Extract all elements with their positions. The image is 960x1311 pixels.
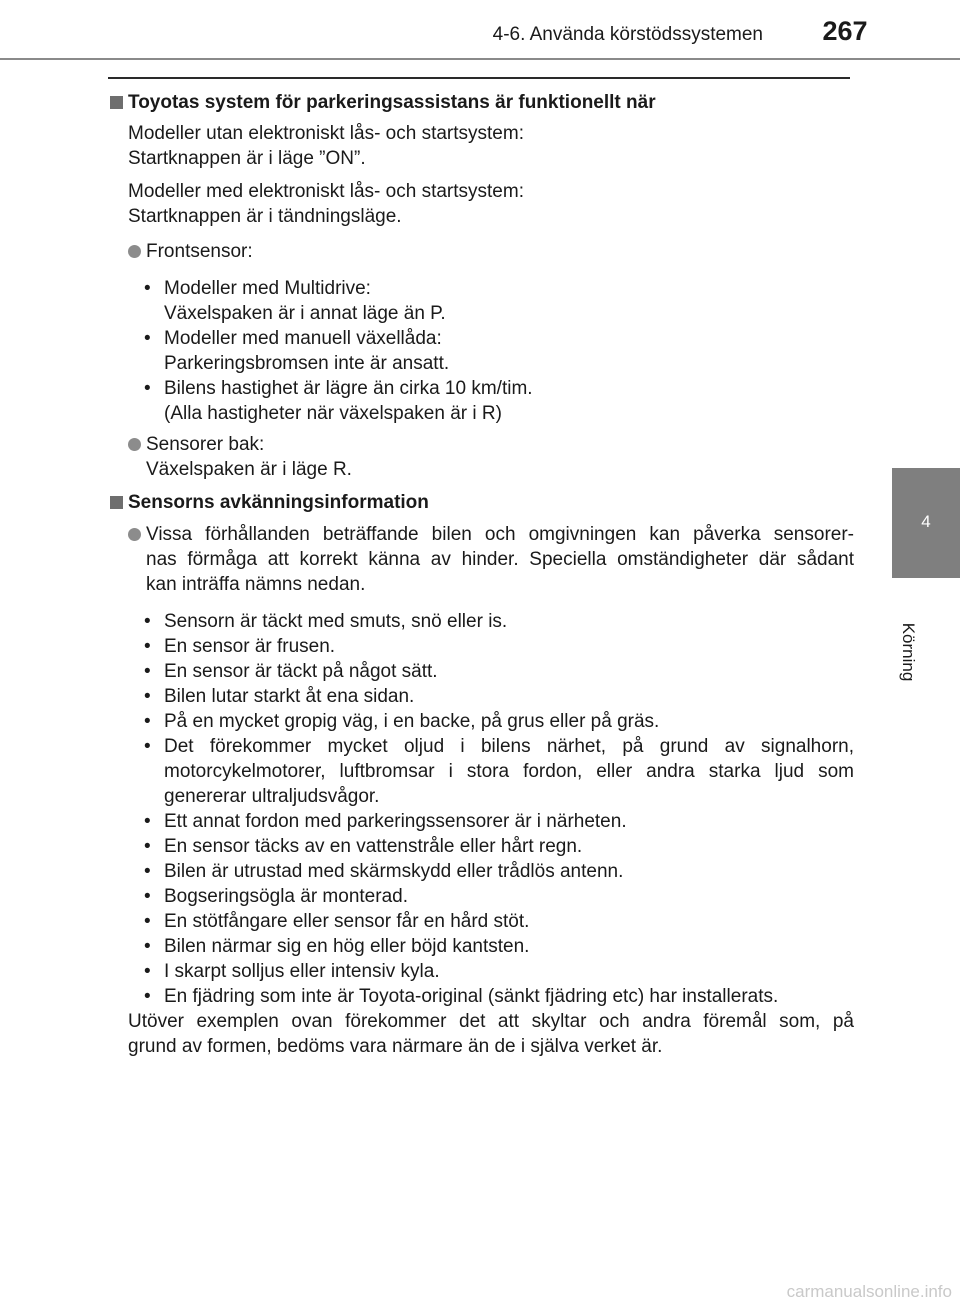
rear-sensor-item bbox=[110, 432, 854, 482]
list-item-line: (Alla hastigheter när växelspaken är i R) bbox=[164, 403, 502, 424]
bullet-dot: • bbox=[144, 278, 151, 299]
bullet-dot: • bbox=[144, 636, 151, 657]
list-item-text: Sensorn är täckt med smuts, snö eller is. bbox=[164, 611, 508, 632]
paragraph-line: Startknappen är i läge ”ON”. bbox=[128, 148, 366, 169]
list-item bbox=[110, 909, 854, 934]
closing-line: grund av formen, bedöms vara närmare än de i själva verket är. bbox=[128, 1036, 663, 1057]
chapter-label-text: Körning bbox=[899, 622, 918, 682]
bullet-dot: • bbox=[144, 961, 151, 982]
list-item-text: En fjädring som inte är Toyota-original (sänkt fjädring etc) har installerats. bbox=[164, 986, 779, 1007]
list-item-line: Parkeringsbromsen inte är ansatt. bbox=[164, 353, 450, 374]
front-sensor-label: Frontsensor: bbox=[146, 241, 253, 262]
square-bullet-icon bbox=[110, 496, 123, 509]
square-bullet-icon bbox=[110, 96, 123, 109]
page-content bbox=[110, 90, 854, 1067]
list-item bbox=[110, 376, 854, 426]
bullet-dot: • bbox=[144, 911, 151, 932]
list-item-text: En sensor täcks av en vattenstråle eller hårt regn. bbox=[164, 836, 583, 857]
list-item-line: Modeller med manuell växellåda: bbox=[164, 328, 442, 349]
list-item-line: motorcykelmotorer, luftbromsar i stora fordon, eller andra starka ljud som bbox=[164, 761, 854, 782]
rear-sensor-condition: Växelspaken är i läge R. bbox=[146, 459, 352, 480]
intro-line: Vissa förhållanden beträffande bilen och omgivningen kan påverka sensorer- bbox=[146, 524, 854, 545]
heading-text: Toyotas system för parkeringsassistans är funktionellt när bbox=[128, 92, 656, 113]
rear-sensor-label: Sensorer bak: bbox=[146, 434, 265, 455]
section-heading-sensor-info bbox=[110, 490, 854, 515]
list-item-text: En sensor är frusen. bbox=[164, 636, 336, 657]
list-item bbox=[110, 884, 854, 909]
bullet-dot: • bbox=[144, 811, 151, 832]
list-item-line: Modeller med Multidrive: bbox=[164, 278, 371, 299]
list-item bbox=[110, 734, 854, 809]
list-item bbox=[110, 984, 854, 1009]
chapter-label bbox=[888, 622, 928, 682]
sensor-info-intro bbox=[110, 522, 854, 597]
closing-paragraph bbox=[128, 1009, 854, 1059]
paragraph-line: Modeller utan elektroniskt lås- och startsystem: bbox=[128, 123, 524, 144]
list-item-text: Bilen närmar sig en hög eller böjd kantsten. bbox=[164, 936, 530, 957]
list-item bbox=[110, 859, 854, 884]
circle-bullet-icon bbox=[128, 528, 141, 541]
front-sensor-conditions bbox=[110, 276, 854, 426]
list-item bbox=[110, 276, 854, 326]
list-item bbox=[110, 709, 854, 734]
list-item-text: I skarpt solljus eller intensiv kyla. bbox=[164, 961, 440, 982]
bullet-dot: • bbox=[144, 861, 151, 882]
bullet-dot: • bbox=[144, 378, 151, 399]
list-item bbox=[110, 684, 854, 709]
list-item-text: En sensor är täckt på något sätt. bbox=[164, 661, 438, 682]
list-item bbox=[110, 634, 854, 659]
bullet-dot: • bbox=[144, 328, 151, 349]
paragraph-without-smart-key bbox=[128, 121, 854, 171]
bullet-dot: • bbox=[144, 711, 151, 732]
list-item bbox=[110, 934, 854, 959]
content-top-rule bbox=[108, 77, 850, 79]
list-item-line: Det förekommer mycket oljud i bilens närhet, på grund av signalhorn, bbox=[164, 736, 854, 757]
list-item bbox=[110, 809, 854, 834]
sensor-condition-list bbox=[110, 609, 854, 1009]
list-item-text: Ett annat fordon med parkeringssensorer är i närheten. bbox=[164, 811, 627, 832]
list-item-text: Bilen är utrustad med skärmskydd eller trådlös antenn. bbox=[164, 861, 624, 882]
bullet-dot: • bbox=[144, 686, 151, 707]
circle-bullet-icon bbox=[128, 438, 141, 451]
list-item bbox=[110, 834, 854, 859]
intro-line: nas förmåga att korrekt känna av hinder. Speciella omständigheter där sådant bbox=[146, 549, 854, 570]
running-header-section: 4-6. Använda körstödssystemen bbox=[492, 24, 763, 45]
list-item-line: Bilens hastighet är lägre än cirka 10 km/tim. bbox=[164, 378, 533, 399]
page-number: 267 bbox=[822, 16, 868, 46]
heading-text: Sensorns avkänningsinformation bbox=[128, 492, 429, 513]
list-item bbox=[110, 959, 854, 984]
list-item-text: På en mycket gropig väg, i en backe, på grus eller på gräs. bbox=[164, 711, 660, 732]
front-sensor-item bbox=[110, 239, 854, 264]
bullet-dot: • bbox=[144, 936, 151, 957]
bullet-dot: • bbox=[144, 661, 151, 682]
circle-bullet-icon bbox=[128, 245, 141, 258]
bullet-dot: • bbox=[144, 836, 151, 857]
closing-line: Utöver exemplen ovan förekommer det att skyltar och andra föremål som, på bbox=[128, 1011, 854, 1032]
intro-line: kan inträffa nämns nedan. bbox=[146, 574, 366, 595]
bullet-dot: • bbox=[144, 611, 151, 632]
list-item-line: genererar ultraljudsvågor. bbox=[164, 786, 380, 807]
paragraph-line: Startknappen är i tändningsläge. bbox=[128, 206, 402, 227]
list-item bbox=[110, 659, 854, 684]
chapter-number: 4 bbox=[921, 512, 931, 531]
section-heading-parking-assist bbox=[110, 90, 854, 115]
list-item-text: En stötfångare eller sensor får en hård stöt. bbox=[164, 911, 530, 932]
paragraph-line: Modeller med elektroniskt lås- och startsystem: bbox=[128, 181, 524, 202]
bullet-dot: • bbox=[144, 736, 151, 757]
paragraph-with-smart-key bbox=[128, 179, 854, 229]
chapter-side-tab bbox=[892, 468, 960, 578]
header-rule bbox=[0, 58, 960, 60]
list-item-text: Bilen lutar starkt åt ena sidan. bbox=[164, 686, 415, 707]
list-item bbox=[110, 609, 854, 634]
list-item-text: Bogseringsögla är monterad. bbox=[164, 886, 408, 907]
bullet-dot: • bbox=[144, 886, 151, 907]
watermark: carmanualsonline.info bbox=[786, 1282, 952, 1301]
list-item bbox=[110, 326, 854, 376]
bullet-dot: • bbox=[144, 986, 151, 1007]
list-item-line: Växelspaken är i annat läge än P. bbox=[164, 303, 446, 324]
